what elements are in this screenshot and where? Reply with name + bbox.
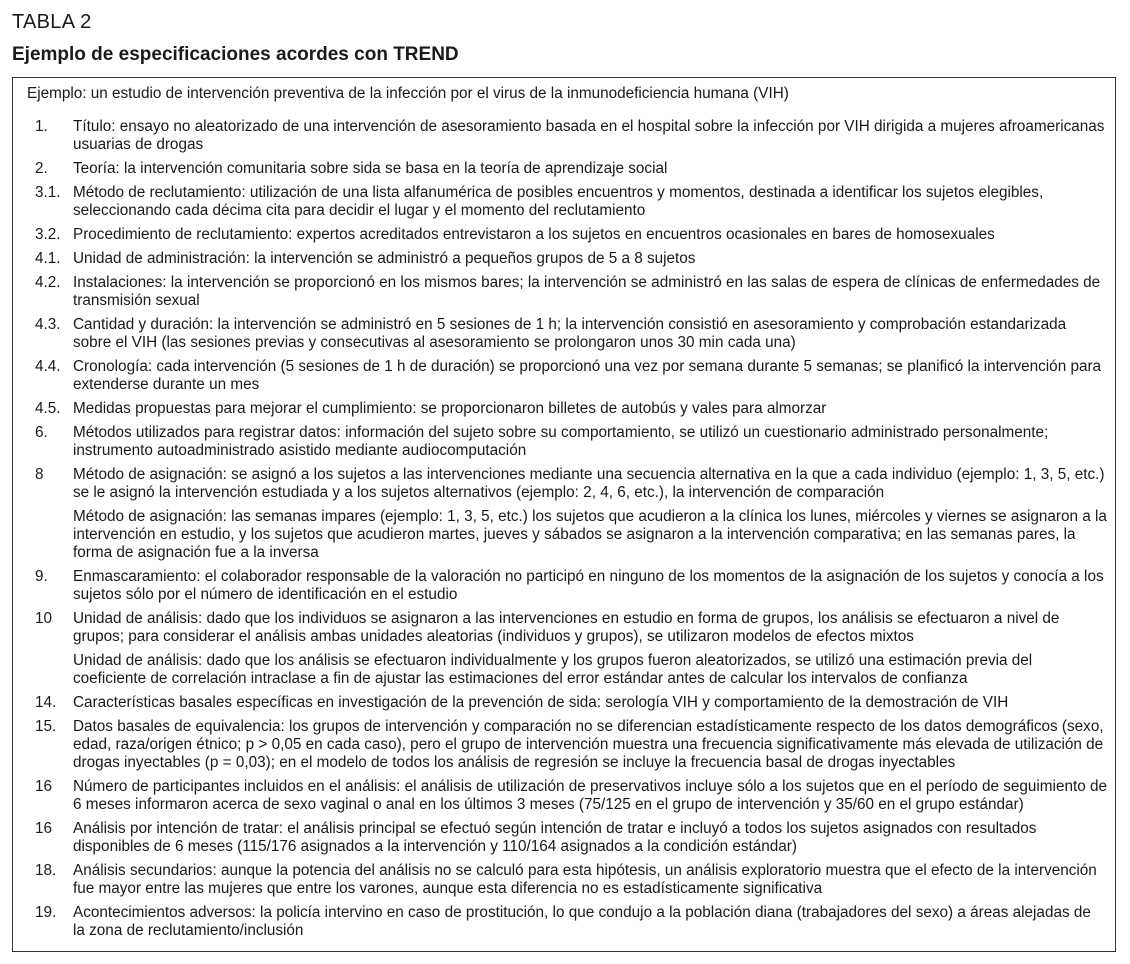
item-text: Método de asignación: las semanas impares (ejemplo: 1, 3, 5, etc.) los sujetos que acudieron a la clínica los lunes, miércoles y viernes se asignaron a la intervención en estudio, y los sujetos que acudieron martes, jueves y sábados se asignaron a la intervención comparativa; en las semanas pares, la forma de asignación fue a la inversa [73, 508, 1107, 561]
item-number: 4.3. [35, 316, 61, 333]
item-text: Procedimiento de reclutamiento: expertos acreditados entrevistaron a los sujetos en encuentros ocasionales en bares de homosexuales [73, 226, 995, 243]
item-number: 4.2. [35, 274, 61, 291]
list-item [13, 118, 1115, 154]
list-item [13, 424, 1115, 460]
item-number: 6. [35, 424, 48, 441]
item-number: 4.4. [35, 358, 61, 375]
item-text: Análisis secundarios: aunque la potencia del análisis no se calculó para esta hipótesis, un análisis exploratorio muestra que el efecto de la intervención fue mayor entre las mujeres que entre los varones, aunque esta diferencia no es estadísticamente significativa [73, 862, 1097, 897]
item-number: 16 [35, 820, 53, 837]
list-item [13, 568, 1115, 604]
list-item [13, 718, 1115, 772]
item-text: Título: ensayo no aleatorizado de una intervención de asesoramiento basada en el hospital sobre la infección por VIH dirigida a mujeres afroamericanas usuarias de drogas [73, 118, 1105, 153]
item-text: Teoría: la intervención comunitaria sobre sida se basa en la teoría de aprendizaje social [73, 160, 668, 177]
item-number: 3.2. [35, 226, 61, 243]
list-item [13, 862, 1115, 898]
list-item [13, 400, 1115, 418]
table-title: Ejemplo de especificaciones acordes con TREND [12, 44, 459, 65]
item-text: Enmascaramiento: el colaborador responsable de la valoración no participó en ninguno de los momentos de la asignación de los sujetos y conocía a los sujetos sólo por el número de identificación en el estudio [73, 568, 1104, 603]
item-text: Método de asignación: se asignó a los sujetos a las intervenciones mediante una secuencia alternativa en la que a cada individuo (ejemplo: 1, 3, 5, etc.) se le asignó la intervención estudiada y a los sujetos alternativos (ejemplo: 2, 4, 6, etc.), la intervención de comparación [73, 466, 1105, 501]
item-text: Unidad de análisis: dado que los análisis se efectuaron individualmente y los grupos fueron aleatorizados, se utilizó una estimación previa del coeficiente de correlación intraclase a fin de ajustar las estimaciones del error estándar antes de calcular los intervalos de confianza [73, 652, 1033, 687]
list-item [13, 358, 1115, 394]
item-text: Análisis por intención de tratar: el análisis principal se efectuó según intención de tratar e incluyó a todos los sujetos asignados con resultados disponibles de 6 meses (115/176 asignados a la intervención y 110/164 asignados a la condición estándar) [73, 820, 1037, 855]
item-number: 4.1. [35, 250, 61, 267]
item-text: Unidad de administración: la intervención se administró a pequeños grupos de 5 a 8 sujetos [73, 250, 696, 267]
list-item [13, 778, 1115, 814]
item-text: Medidas propuestas para mejorar el cumplimiento: se proporcionaron billetes de autobús y vales para almorzar [73, 400, 827, 417]
item-number: 9. [35, 568, 48, 585]
item-number: 19. [35, 904, 57, 921]
list-item [13, 652, 1115, 688]
item-text: Instalaciones: la intervención se proporcionó en los mismos bares; la intervención se administró en las salas de espera de clínicas de enfermedades de transmisión sexual [73, 274, 1101, 309]
item-text: Acontecimientos adversos: la policía intervino en caso de prostitución, lo que condujo a la población diana (trabajadores del sexo) a áreas alejadas de la zona de reclutamiento/inclusión [73, 904, 1091, 939]
list-item [13, 694, 1115, 712]
list-item [13, 610, 1115, 646]
list-item [13, 508, 1115, 562]
item-text: Método de reclutamiento: utilización de una lista alfanumérica de posibles encuentros y momentos, destinada a identificar los sujetos elegibles, seleccionando cada décima cita para decidir el lugar y el momento del reclutamiento [73, 184, 1044, 219]
list-item [13, 184, 1115, 220]
item-number: 1. [35, 118, 48, 135]
item-number: 16 [35, 778, 53, 795]
item-number: 14. [35, 694, 57, 711]
item-list [13, 118, 1115, 946]
list-item [13, 250, 1115, 268]
item-text: Unidad de análisis: dado que los individuos se asignaron a las intervenciones en estudio en forma de grupos, los análisis se efectuaron a nivel de grupos; para considerar el análisis ambas unidades aleatorias (individuos y grupos), se utilizaron modelos de efectos mixtos [73, 610, 1060, 645]
item-number: 3.1. [35, 184, 61, 201]
table-intro: Ejemplo: un estudio de intervención preventiva de la infección por el virus de la inmunodeficiencia humana (VIH) [27, 85, 789, 102]
item-text: Características basales específicas en investigación de la prevención de sida: serología VIH y comportamiento de la demostración de VIH [73, 694, 1009, 711]
item-text: Datos basales de equivalencia: los grupos de intervención y comparación no se diferencian estadísticamente respecto de los datos demográficos (sexo, edad, raza/origen étnico; p > 0,05 en cada caso), pero el grupo de intervención muestra una frecuencia significativamente más elevada de utilización de drogas inyectables (p = 0,03); en el modelo de todos los análisis de regresión se incluye la frecuencia basal de drogas inyectables [73, 718, 1104, 771]
list-item [13, 226, 1115, 244]
item-text: Métodos utilizados para registrar datos: información del sujeto sobre su comportamiento, se utilizó un cuestionario administrado personalmente; instrumento autoadministrado asistido mediante audiocomputación [73, 424, 1049, 459]
item-number: 2. [35, 160, 48, 177]
table-box [12, 77, 1116, 952]
item-text: Cronología: cada intervención (5 sesiones de 1 h de duración) se proporcionó una vez por semana durante 5 semanas; se planificó la intervención para extenderse durante un mes [73, 358, 1102, 393]
table-label: TABLA 2 [12, 11, 92, 33]
list-item [13, 904, 1115, 940]
list-item [13, 316, 1115, 352]
list-item [13, 160, 1115, 178]
item-number: 15. [35, 718, 57, 735]
item-number: 8 [35, 466, 44, 483]
item-text: Número de participantes incluidos en el análisis: el análisis de utilización de preservativos incluye sólo a los sujetos que en el período de seguimiento de 6 meses informaron acerca de sexo vaginal o anal en los últimos 3 meses (75/125 en el grupo de intervención y 35/60 en el grupo estándar) [73, 778, 1107, 813]
item-number: 18. [35, 862, 57, 879]
list-item [13, 466, 1115, 502]
item-number: 4.5. [35, 400, 61, 417]
item-text: Cantidad y duración: la intervención se administró en 5 sesiones de 1 h; la intervención consistió en asesoramiento y comprobación estandarizada sobre el VIH (las sesiones previas y consecutivas al asesoramiento se prolongaron unos 30 min cada una) [73, 316, 1067, 351]
item-number: 10 [35, 610, 53, 627]
list-item [13, 274, 1115, 310]
list-item [13, 820, 1115, 856]
